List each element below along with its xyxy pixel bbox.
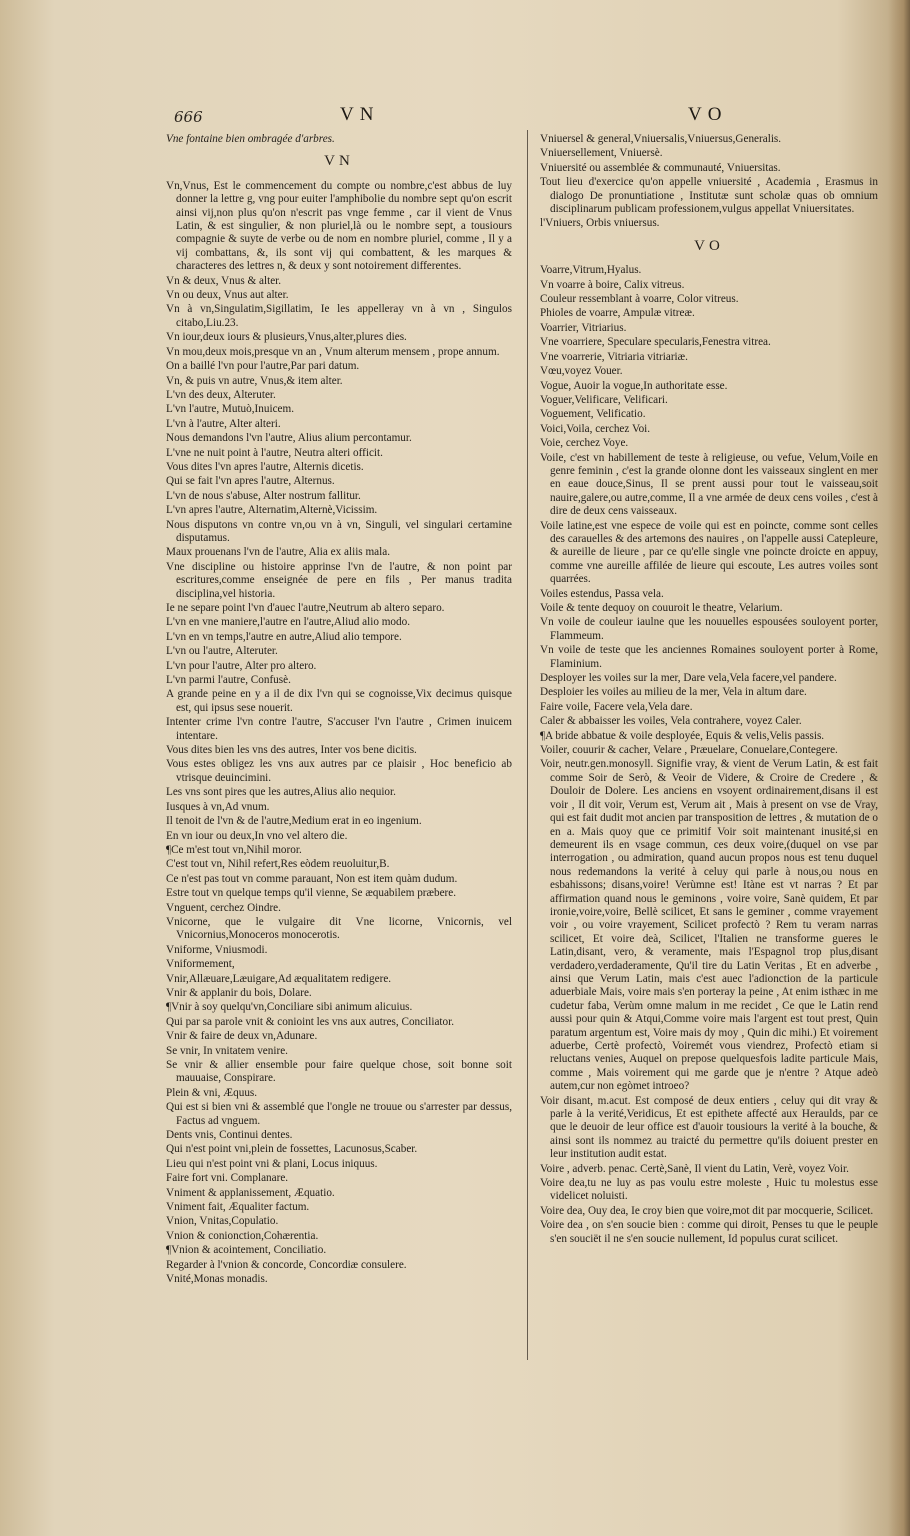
dictionary-entry: En vn iour ou deux,In vno vel altero die. bbox=[166, 829, 348, 842]
dictionary-entry: Voile latine,est vne espece de voile qui est en poincte, comme sont celles des carauelles & des artemons des nauires , on l'appelle aussi Catepleure, & aureille de lieure , par ce qu'elle single vne poincte droicte en appuy, comme vne aureille affilée de lieure qui escoute, Les autres voiles sont quarrées. bbox=[540, 519, 878, 586]
right-column bbox=[540, 133, 878, 1247]
dictionary-entry: Dents vnis, Continui dentes. bbox=[166, 1129, 293, 1142]
dictionary-entry: Couleur ressemblant à voarre, Color vitreus. bbox=[540, 293, 739, 306]
dictionary-entry: Vn mou,deux mois,presque vn an , Vnum alterum mensem , prope annum. bbox=[166, 345, 500, 358]
dictionary-entry: Qui par sa parole vnit & conioint les vns aux autres, Conciliator. bbox=[166, 1015, 455, 1028]
dictionary-entry: Vniformement, bbox=[166, 958, 235, 971]
dictionary-entry: Vous estes obligez les vns aux autres par ce plaisir , Hoc beneficio ab vtrisque deuincimini. bbox=[166, 758, 512, 784]
first-line: Vne fontaine bien ombragée d'arbres. bbox=[166, 133, 335, 145]
dictionary-entry: Qui est si bien vni & assemblé que l'ongle ne trouue ou s'arrester par dessus, Factus ad vnguem. bbox=[166, 1101, 512, 1127]
dictionary-entry: Vnité,Monas monadis. bbox=[166, 1273, 268, 1286]
page-number: 666 bbox=[174, 108, 203, 126]
dictionary-entry: ¶Vnir à soy quelqu'vn,Conciliare sibi animum alicuius. bbox=[166, 1001, 413, 1014]
dictionary-entry: Voire dea,tu ne luy as pas voulu estre moleste , Huic tu molestus esse videlicet noluisti. bbox=[540, 1177, 878, 1203]
dictionary-entry: l'Vniuers, Orbis vniuersus. bbox=[540, 217, 660, 230]
dictionary-entry: Vnion, Vnitas,Copulatio. bbox=[166, 1215, 279, 1228]
dictionary-entry: Voiler, couurir & cacher, Velare , Præuelare, Conuelare,Contegere. bbox=[540, 744, 838, 757]
dictionary-entry: Ce n'est pas tout vn comme parauant, Non est item quàm dudum. bbox=[166, 872, 458, 885]
dictionary-entry: Vn iour,deux iours & plusieurs,Vnus,alter,plures dies. bbox=[166, 331, 407, 344]
dictionary-entry: L'vn apres l'autre, Alternatim,Alternè,Vicissim. bbox=[166, 504, 378, 517]
dictionary-entry: Se vnir, In vnitatem venire. bbox=[166, 1044, 288, 1057]
dictionary-entry: Desploier les voiles au milieu de la mer, Vela in altum dare. bbox=[540, 686, 807, 699]
dictionary-entry: On a baillé l'vn pour l'autre,Par pari datum. bbox=[166, 360, 360, 373]
dictionary-entry: L'vn à l'autre, Alter alteri. bbox=[166, 417, 281, 430]
dictionary-entry: L'vn parmi l'autre, Confusè. bbox=[166, 674, 291, 687]
dictionary-entry: Vn voile de couleur iaulne que les nouuelles espousées souloyent porter, Flammeum. bbox=[540, 616, 878, 642]
dictionary-entry: Vous dites l'vn apres l'autre, Alternis dicetis. bbox=[166, 460, 364, 473]
dictionary-entry: ¶Vnion & acointement, Conciliatio. bbox=[166, 1244, 327, 1257]
dictionary-entry: Vn, & puis vn autre, Vnus,& item alter. bbox=[166, 374, 343, 387]
dictionary-entry: Intenter crime l'vn contre l'autre, S'accuser l'vn l'autre , Crimen inuicem intentare. bbox=[166, 716, 512, 742]
dictionary-entry: Ie ne separe point l'vn d'auec l'autre,Neutrum ab altero separo. bbox=[166, 602, 445, 614]
dictionary-entry: Faire fort vni. Complanare. bbox=[166, 1172, 289, 1185]
dictionary-entry: Voguer,Velificare, Velificari. bbox=[540, 393, 668, 406]
dictionary-entry: Qui n'est point vni,plein de fossettes, Lacunosus,Scaber. bbox=[166, 1143, 418, 1156]
dictionary-entry: Nous disputons vn contre vn,ou vn à vn, Singuli, vel singulari certamine disputamus. bbox=[166, 518, 512, 544]
dictionary-entry: A grande peine en y a il de dix l'vn qui se cognoisse,Vix decimus quisque est, qui ipsus sese nouerit. bbox=[166, 688, 512, 714]
dictionary-entry: Il tenoit de l'vn & de l'autre,Medium erat in eo ingenium. bbox=[166, 815, 422, 828]
dictionary-entry: Vnir & applanir du bois, Dolare. bbox=[166, 986, 312, 999]
dictionary-entry: ¶A bride abbatue & voile desployée, Equis & velis,Velis passis. bbox=[540, 729, 825, 742]
dictionary-entry: Vnir & faire de deux vn,Adunare. bbox=[166, 1030, 318, 1043]
section-heading-vn: VN bbox=[324, 153, 354, 170]
dictionary-entry: Plein & vni, Æquus. bbox=[166, 1086, 258, 1099]
dictionary-entry: Vniuersité ou assemblée & communauté, Vniuersitas. bbox=[540, 161, 781, 174]
dictionary-entry: Voici,Voila, cerchez Voi. bbox=[540, 422, 651, 435]
dictionary-entry: L'vn en vne maniere,l'autre en l'autre,Aliud alio modo. bbox=[166, 616, 411, 629]
dictionary-entry: Vœu,voyez Vouer. bbox=[540, 365, 623, 378]
dictionary-entry: Qui se fait l'vn apres l'autre, Alternus. bbox=[166, 475, 335, 488]
dictionary-entry: L'vn en vn temps,l'autre en autre,Aliud alio tempore. bbox=[166, 630, 402, 643]
dictionary-entry: L'vn pour l'autre, Alter pro altero. bbox=[166, 659, 317, 672]
dictionary-entry: Lieu qui n'est point vni & plani, Locus iniquus. bbox=[166, 1157, 378, 1170]
dictionary-entry: Voir disant, m.acut. Est composé de deux entiers , celuy qui dit vray & parle à la verité,Veridicus, Et est epithete affecté aux Heraulds, par ce que le deuoir de leur office est d'auoir tousiours la verité à la bouche, & ainsi sont ils nommez au traicté du permettre qu'ils doiuent prester en leur institution audit estat. bbox=[540, 1094, 878, 1161]
left-entries bbox=[166, 180, 512, 1287]
dictionary-entry: Voile & tente dequoy on couuroit le theatre, Velarium. bbox=[540, 602, 783, 614]
dictionary-entry: Vogue, Auoir la vogue,In authoritate esse. bbox=[540, 379, 728, 392]
dictionary-entry: Vnir,Allæuare,Læuigare,Ad æqualitatem redigere. bbox=[166, 972, 392, 985]
dictionary-entry: Vniforme, Vniusmodi. bbox=[166, 943, 268, 956]
running-head-right: VO bbox=[688, 104, 728, 125]
right-entries-a bbox=[540, 133, 878, 231]
dictionary-entry: Desployer les voiles sur la mer, Dare vela,Vela facere,vel pandere. bbox=[540, 672, 837, 685]
dictionary-entry: Maux prouenans l'vn de l'autre, Alia ex aliis mala. bbox=[166, 546, 390, 559]
section-heading-vo: VO bbox=[694, 237, 724, 254]
dictionary-entry: Voire dea , on s'en soucie bien : comme qui diroit, Penses tu que le peuple s'en souciët il ne s'en soucie nullement, Id populus curat scilicet. bbox=[540, 1219, 878, 1245]
dictionary-entry: Vnguent, cerchez Oindre. bbox=[166, 901, 281, 914]
dictionary-entry: Phioles de voarre, Ampulæ vitreæ. bbox=[540, 307, 695, 320]
dictionary-entry: Vniment & applanissement, Æquatio. bbox=[166, 1186, 335, 1199]
left-column bbox=[166, 133, 512, 1288]
dictionary-entry: Voire , adverb. penac. Certè,Sanè, Il vient du Latin, Verè, voyez Voir. bbox=[540, 1162, 849, 1175]
running-head-left: VN bbox=[340, 104, 380, 125]
dictionary-entry: Se vnir & allier ensemble pour faire quelque chose, soit bonne soit mauuaise, Conspirare. bbox=[166, 1059, 512, 1085]
dictionary-entry: Vniuersel & general,Vniuersalis,Vniuersus,Generalis. bbox=[540, 133, 782, 145]
dictionary-entry: Voguement, Velificatio. bbox=[540, 408, 646, 421]
dictionary-entry: Voarre,Vitrum,Hyalus. bbox=[540, 264, 642, 277]
dictionary-entry: Voarrier, Vitriarius. bbox=[540, 321, 627, 334]
dictionary-entry: Tout lieu d'exercice qu'on appelle vniuersité , Academia , Erasmus in dialogo De pronuntiatione , Institutæ sunt scholæ quas ob omnium disciplinarum publicam professionem,vulgus appellat Vniuersitates. bbox=[540, 176, 878, 216]
dictionary-entry: Voir, neutr.gen.monosyll. Signifie vray, & vient de Verum Latin, & est fait comme Soir de Serò, & Veoir de Videre, & Croire de Credere , & Douloir de Dolere. Les anciens en vsoyent ordinairement,disans il est voir , Il dit voir, Verum est, Verum ait , Mais à present on vse de Vray, qui est fait dudit mot ancien par transposition de lettres , & mutation de o en a. Mais quoy que ce primitif Voir soit maintenant inusité,si en demeurent ils en vsage commun, ces deux voire,(duquel on vse par interrogation , ou admiration, quand aucun propos nous est tenu duquel nous redemandons la verité à celuy qui parle à nous,ou nous en esbahissons; disans,voire! Verùmne est! Itàne est vt narras ? Et par affirmation quand nous le geminons , voire voire, Sanè quidem, Et par ironie,voire,voire, Bellè scilicet, Et sans le geminer , comme vrayement voir , ou voire vrayement, Scilicet profectò ? Rem tu veram narras scilicet, Et voire deà, Scilicet, l'Italien ne transforme gueres le Latin,disant, vero, & veramente, mais l'Espagnol trop plus,disant verdadero,verdaderamente, Qu'il tire du Latin Veritas , Et en adverbe , ainsi que Verum Latin, mais c'est auec l'adionction de la particule aduerbiale Mais, voire mais s'en porteray la peine , At enim isthæc in me cudetur faba, Verùm omne malum in me recidet , Ce que le Latin rend aussi pour quin & Atqui,Comme voire mais l'argent est tout prest, Quin paratum argentum est, Voire mais dy moy , Quin dic mihi.) Et voirement aduerbe, Certè profectò, Voiremét vous viendrez, Profectò etiam si reluctans venies, Auquel on prepose quelquesfois ladite particule Mais, comme , Mais voirement qui me garde que je n'entre ? Atque adeò autem,cur non egòmet introeo? bbox=[540, 758, 878, 1093]
dictionary-entry: Vn ou deux, Vnus aut alter. bbox=[166, 289, 289, 302]
dictionary-entry: L'vn l'autre, Mutuò,Inuicem. bbox=[166, 403, 294, 416]
dictionary-entry: Les vns sont pires que les autres,Alius alio nequior. bbox=[166, 786, 396, 799]
dictionary-entry: ¶Ce m'est tout vn,Nihil moror. bbox=[166, 843, 302, 856]
dictionary-entry: Vn voile de teste que les anciennes Romaines souloyent porter à Rome, Flaminium. bbox=[540, 644, 878, 670]
dictionary-entry: Voiles estendus, Passa vela. bbox=[540, 587, 664, 600]
dictionary-entry: Iusques à vn,Ad vnum. bbox=[166, 800, 270, 813]
dictionary-entry: L'vn des deux, Alteruter. bbox=[166, 388, 276, 401]
dictionary-entry: Vn,Vnus, Est le commencement du compte ou nombre,c'est abbus de luy donner la lettre g, vng pour euiter l'amphibolie du nombre sept qu'on escrit ainsi vij,non plus qu'on n'escrit pas vnge femme , car il vient de Vnus Latin, & est singulier, & non pluriel,là ou le nombre sept, a tousiours compagnie & suyte de verbe ou de nom en nombre pluriel, comme , Il y a vij combattans, &, ils sont vij qui combattent, & les marques & characteres des lettres n, & deux y sont notoirement differentes. bbox=[166, 179, 512, 273]
dictionary-entry: Voire dea, Ouy dea, Ie croy bien que voire,mot dit par mocquerie, Scilicet. bbox=[540, 1204, 874, 1217]
column-divider bbox=[527, 130, 528, 1360]
dictionary-entry: Vne voarriere, Speculare specularis,Fenestra vitrea. bbox=[540, 336, 771, 349]
dictionary-entry: C'est tout vn, Nihil refert,Res eòdem reuoluitur,B. bbox=[166, 858, 390, 871]
dictionary-entry: Vn & deux, Vnus & alter. bbox=[166, 274, 282, 287]
dictionary-entry: Vn voarre à boire, Calix vitreus. bbox=[540, 278, 685, 291]
page-gutter-shadow bbox=[888, 0, 910, 1536]
dictionary-entry: Vous dites bien les vns des autres, Inter vos bene dicitis. bbox=[166, 744, 417, 757]
dictionary-entry: Voile, c'est vn habillement de teste à religieuse, ou vefue, Velum,Voile en genre feminin , c'est la grande olonne dont les vaisseaux singlent en mer en eaue douce,Sinus, Il se prent aussi pour tout le vaisseau,soit nauire,galere,ou autre,comme, Il a vne armée de deux cens voiles , c'est à dire de deux cens vaisseaux. bbox=[540, 451, 878, 518]
dictionary-entry: L'vn de nous s'abuse, Alter nostrum fallitur. bbox=[166, 489, 361, 502]
dictionary-entry: Vniment fait, Æqualiter factum. bbox=[166, 1201, 310, 1214]
dictionary-entry: Caler & abbaisser les voiles, Vela contrahere, voyez Caler. bbox=[540, 715, 802, 728]
dictionary-entry: Vnion & conionction,Cohærentia. bbox=[166, 1229, 319, 1242]
dictionary-entry: Nous demandons l'vn l'autre, Alius alium percontamur. bbox=[166, 432, 412, 445]
dictionary-entry: L'vne ne nuit point à l'autre, Neutra alteri officit. bbox=[166, 446, 383, 459]
dictionary-entry: Faire voile, Facere vela,Vela dare. bbox=[540, 700, 693, 713]
dictionary-entry: Vnicorne, que le vulgaire dit Vne licorne, Vnicornis, vel Vnicornius,Monoceros monocerotis. bbox=[166, 915, 512, 942]
dictionary-entry: Regarder à l'vnion & concorde, Concordiæ consulere. bbox=[166, 1258, 407, 1271]
dictionary-entry: Vn à vn,Singulatim,Sigillatim, Ie les appelleray vn à vn , Singulos citabo,Liu.23. bbox=[166, 303, 512, 329]
dictionary-entry: Voie, cerchez Voye. bbox=[540, 437, 629, 450]
dictionary-entry: L'vn ou l'autre, Alteruter. bbox=[166, 645, 278, 658]
dictionary-entry: Vniuersellement, Vniuersè. bbox=[540, 147, 663, 160]
dictionary-entry: Vne voarrerie, Vitriaria vitriariæ. bbox=[540, 350, 688, 363]
right-entries-b bbox=[540, 264, 878, 1246]
dictionary-entry: Estre tout vn quelque temps qu'il vienne, Se æquabilem præbere. bbox=[166, 887, 457, 900]
dictionary-entry: Vne discipline ou histoire apprinse l'vn de l'autre, & non point par escritures,comme enseignée de pere en fils , Per manus tradita disciplina,vel historia. bbox=[166, 560, 512, 600]
